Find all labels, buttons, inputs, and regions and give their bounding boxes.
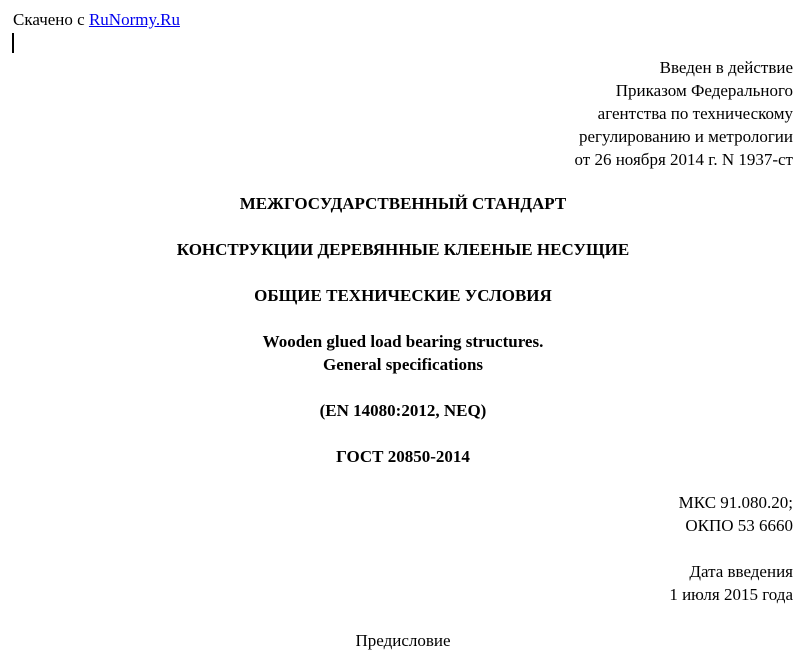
title-en-line: Wooden glued load bearing structures.: [262, 332, 544, 351]
standard-type-heading: МЕЖГОСУДАРСТВЕННЫЙ СТАНДАРТ: [239, 194, 567, 213]
okpo-code: ОКПО 53 6660: [685, 516, 793, 535]
document-subtitle-ru: ОБЩИЕ ТЕХНИЧЕСКИЕ УСЛОВИЯ: [254, 286, 552, 305]
approval-line: Введен в действие: [659, 58, 793, 77]
reference-standard: (EN 14080:2012, NEQ): [319, 401, 487, 420]
source-link[interactable]: RuNormy.Ru: [88, 10, 180, 29]
mks-code: МКС 91.080.20;: [678, 493, 793, 512]
approval-line: агентства по техническому: [597, 104, 793, 123]
source-prefix: Скачено с: [13, 10, 89, 29]
gost-number: ГОСТ 20850-2014: [336, 447, 470, 466]
intro-date-value: 1 июля 2015 года: [669, 585, 793, 604]
approval-line: регулированию и метрологии: [578, 127, 793, 146]
foreword-heading: Предисловие: [355, 631, 451, 650]
approval-line: от 26 ноября 2014 г. N 1937-ст: [574, 150, 793, 169]
classification-codes: [679, 491, 793, 537]
source-line: [13, 9, 180, 31]
approval-line: Приказом Федерального: [615, 81, 793, 100]
text-cursor: [12, 33, 14, 53]
intro-date-block: [669, 560, 793, 606]
intro-date-label: Дата введения: [689, 562, 793, 581]
document-title-en: [0, 330, 799, 376]
document-title-ru: КОНСТРУКЦИИ ДЕРЕВЯННЫЕ КЛЕЕНЫЕ НЕСУЩИЕ: [176, 240, 630, 259]
title-en-line: General specifications: [322, 355, 484, 374]
approval-block: [575, 56, 794, 171]
